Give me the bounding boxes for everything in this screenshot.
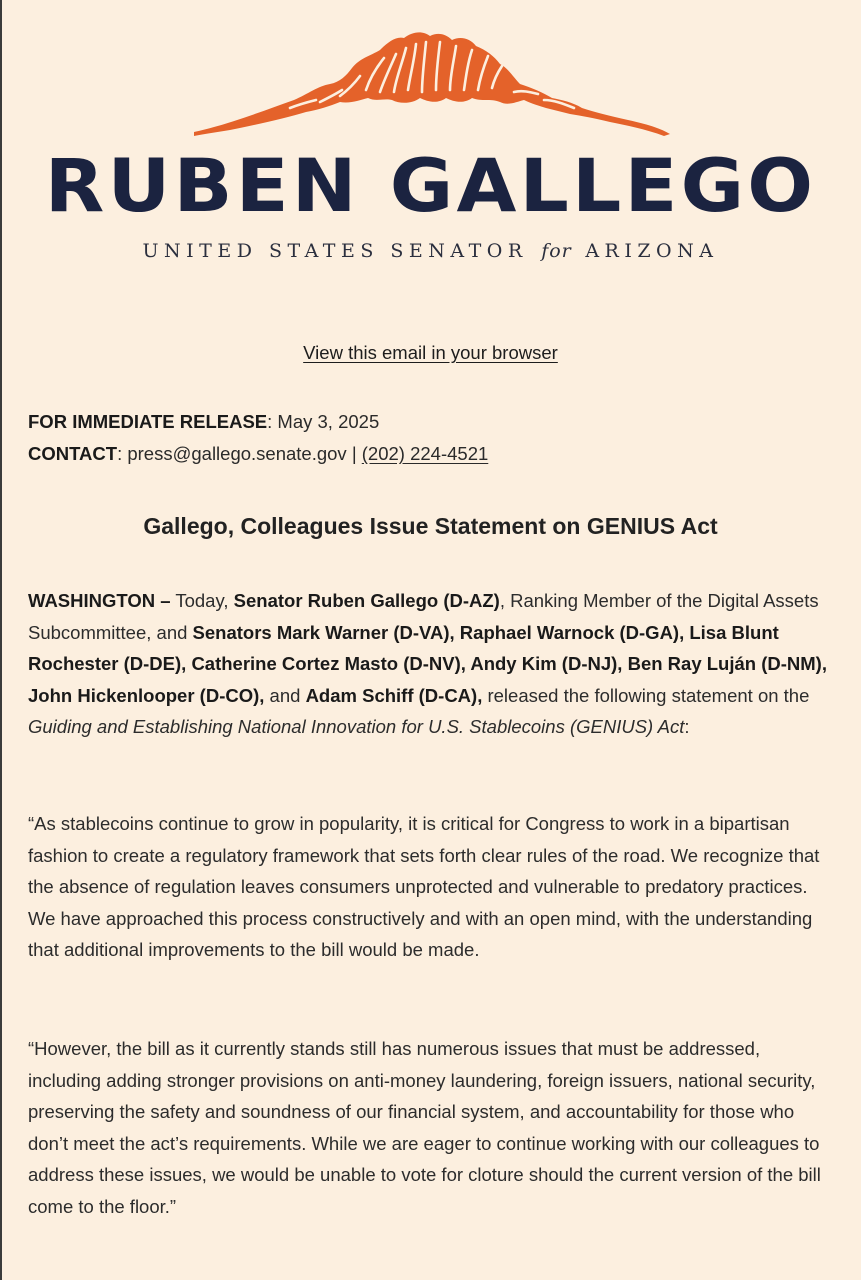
intro-paragraph <box>28 585 836 743</box>
act-name: Guiding and Establishing National Innovation for U.S. Stablecoins (GENIUS) Act <box>28 716 685 737</box>
senator-title <box>0 236 861 266</box>
senator-name-wordmark: RUBEN GALLEGO <box>44 144 817 229</box>
email-header <box>0 0 861 300</box>
intro-text-4: released the following statement on the <box>482 684 810 706</box>
quote-paragraph-2: “However, the bill as it currently stands still has numerous issues that must be addressed, including adding stronger provisions on anti-money laundering, foreign issuers, national security, preserving the safety and soundness of our financial system, and accountability for those who don’t meet the act’s requirements. While we are eager to continue working with our colleagues to address these issues, we would be unable to vote for cloture should the current version of the bill come to the floor.” <box>28 1038 821 1217</box>
release-line <box>28 406 488 438</box>
senator-schiff: Adam Schiff (D-CA), <box>305 684 483 706</box>
subtitle-for: for <box>541 240 572 262</box>
subtitle-senator: UNITED STATES SENATOR <box>142 240 528 262</box>
intro-text-5: : <box>684 716 690 737</box>
quote-paragraph-1: “As stablecoins continue to grow in popularity, it is critical for Congress to work in a bipartisan fashion to create a regulatory framework that sets forth clear rules of the road. We recognize that the absence of regulation leaves consumers unprotected and vulnerable to predatory practices. We have approached this process constructively and with an open mind, with the understanding that additional improvements to the bill would be made. <box>28 813 820 960</box>
release-label: FOR IMMEDIATE RELEASE <box>28 411 268 432</box>
release-date: : May 3, 2025 <box>267 411 380 432</box>
intro-text-2: , Ranking Member of the Digital Assets Subcommittee, and <box>28 590 819 643</box>
intro-text-1: Today, <box>170 590 234 611</box>
release-meta <box>28 406 488 470</box>
senator-gallego: Senator Ruben Gallego (D-AZ) <box>233 590 500 611</box>
contact-phone-link[interactable]: (202) 224-4521 <box>361 443 489 464</box>
contact-label: CONTACT <box>28 443 118 464</box>
subtitle-state: ARIZONA <box>585 240 719 262</box>
press-release-headline: Gallego, Colleagues Issue Statement on GENIUS Act <box>143 513 718 539</box>
contact-line <box>28 438 488 470</box>
intro-text-3: and <box>264 684 306 706</box>
mountain-logo-icon <box>190 28 672 140</box>
contact-email[interactable]: : press@gallego.senate.gov | <box>117 443 362 464</box>
view-in-browser-link[interactable]: View this email in your browser <box>303 342 558 363</box>
cosponsor-senators: Senators Mark Warner (D-VA), Raphael Warnock (D-GA), Lisa Blunt Rochester (D-DE), Catherine Cortez Masto (D-NV), Andy Kim (D-NJ), Ben Ray Luján (D-NM), John Hickenlooper (D-CO), <box>28 621 827 706</box>
dateline: WASHINGTON – <box>28 590 171 611</box>
